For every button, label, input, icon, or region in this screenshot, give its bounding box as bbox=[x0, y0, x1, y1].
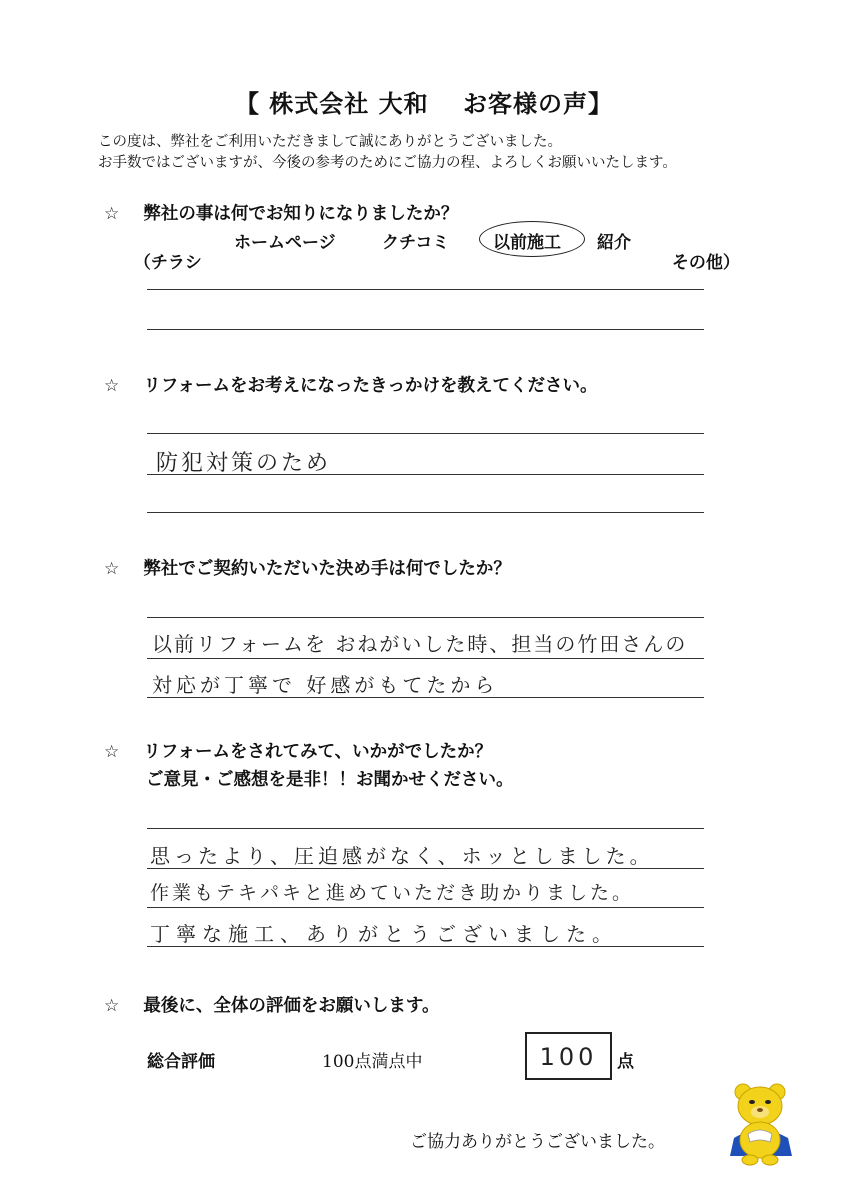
answer-line bbox=[147, 946, 704, 947]
choice-previous-construction[interactable]: 以前施工 bbox=[493, 233, 561, 253]
choice-close-paren: ） bbox=[722, 253, 740, 273]
answer-line bbox=[147, 433, 704, 434]
q2-answer-line-1: 防犯対策のため bbox=[156, 451, 332, 476]
question-2 bbox=[104, 372, 597, 397]
rating-label: 総合評価 bbox=[147, 1052, 215, 1072]
choice-other[interactable]: その他 bbox=[671, 253, 723, 273]
star-icon: ☆ bbox=[104, 204, 120, 224]
choice-homepage[interactable]: ホームページ bbox=[234, 233, 336, 253]
thanks-message: ご協力ありがとうございました。 bbox=[410, 1132, 665, 1152]
rating-scale: 100点満点中 bbox=[322, 1052, 423, 1072]
question-3 bbox=[104, 555, 511, 580]
q4-answer-line-1: 思ったより、圧迫感がなく、ホッとしました。 bbox=[150, 844, 654, 868]
question-1 bbox=[104, 200, 458, 225]
question-4-text-line-2: ご意見・ご感想を是非！！お聞かせください。 bbox=[146, 770, 514, 790]
score-value: 100 bbox=[539, 1043, 598, 1071]
star-icon: ☆ bbox=[104, 996, 120, 1016]
question-5 bbox=[104, 992, 439, 1017]
answer-line bbox=[147, 617, 704, 618]
question-5-text: 最後に、全体の評価をお願いします。 bbox=[143, 996, 440, 1016]
answer-line bbox=[147, 907, 704, 908]
answer-line bbox=[147, 658, 704, 659]
q4-answer-line-2: 作業もテキパキと進めていただき助かりました。 bbox=[150, 882, 635, 904]
answer-line bbox=[147, 868, 704, 869]
question-3-text: 弊社でご契約いただいた決め手は何でしたか？ bbox=[143, 559, 511, 579]
answer-line bbox=[147, 697, 704, 698]
choice-other-wrap bbox=[660, 228, 740, 273]
intro-text-line-2: お手数ではございますが、今後の参考のためにご協力の程、よろしくお願いいたします。 bbox=[98, 155, 677, 171]
choice-referral[interactable]: 紹介 bbox=[597, 233, 631, 253]
star-icon: ☆ bbox=[104, 376, 120, 396]
answer-line bbox=[147, 512, 704, 513]
answer-line bbox=[147, 474, 704, 475]
page-title: 【 株式会社 大和 お客様の声】 bbox=[234, 90, 614, 118]
q3-answer-line-2: 対応が丁寧で 好感がもてたから bbox=[152, 673, 499, 697]
q4-answer-line-3: 丁寧な施工、ありがとうございました。 bbox=[150, 922, 618, 946]
answer-line bbox=[147, 329, 704, 330]
answer-line bbox=[147, 828, 704, 829]
star-icon: ☆ bbox=[104, 742, 120, 762]
choice-flyer[interactable]: チラシ bbox=[150, 253, 202, 273]
choice-word-of-mouth[interactable]: クチコミ bbox=[382, 233, 450, 253]
question-2-text: リフォームをお考えになったきっかけを教えてください。 bbox=[143, 376, 598, 396]
choice-open-paren: （ bbox=[133, 253, 151, 273]
star-icon: ☆ bbox=[104, 559, 120, 579]
q3-answer-line-1: 以前リフォームを おねがいした時、担当の竹田さんの bbox=[152, 632, 688, 656]
score-unit: 点 bbox=[617, 1052, 634, 1072]
bear-mascot-icon bbox=[726, 1080, 796, 1168]
answer-line bbox=[147, 289, 704, 290]
q1-choice-list bbox=[122, 228, 202, 273]
question-4-text-line-1: リフォームをされてみて、いかがでしたか？ bbox=[143, 742, 493, 762]
intro-text-line-1: この度は、弊社をご利用いただきまして誠にありがとうございました。 bbox=[98, 134, 562, 150]
question-4 bbox=[104, 738, 492, 763]
question-1-text: 弊社の事は何でお知りになりましたか？ bbox=[143, 204, 459, 224]
score-box[interactable] bbox=[525, 1032, 612, 1080]
